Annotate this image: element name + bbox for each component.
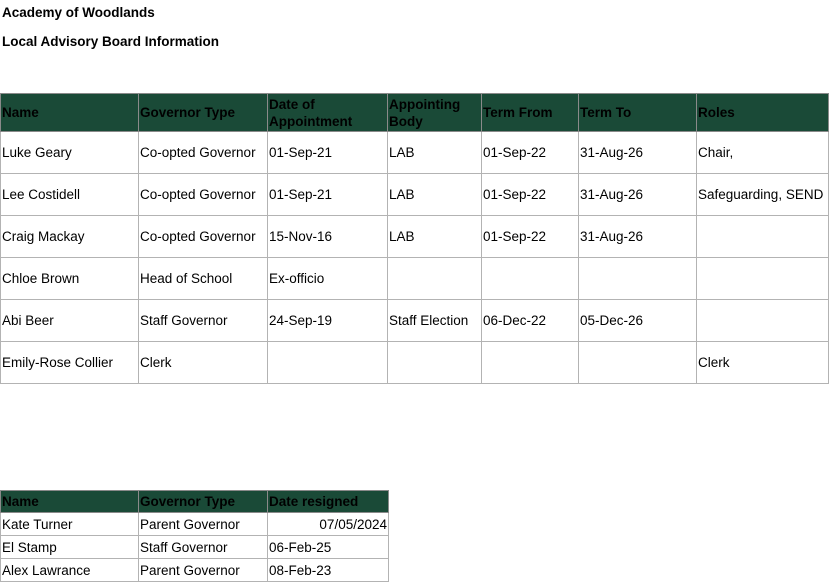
cell-name[interactable]: Emily-Rose Collier [1, 342, 139, 384]
cell-appointing-body[interactable]: Staff Election [388, 300, 482, 342]
table-row [1, 513, 389, 536]
cell-governor-type[interactable]: Co-opted Governor [139, 174, 268, 216]
cell-governor-type[interactable]: Parent Governor [139, 559, 268, 582]
cell-roles[interactable]: Clerk [697, 342, 829, 384]
cell-appointing-body[interactable]: LAB [388, 174, 482, 216]
table-row [1, 559, 389, 582]
table-row [1, 174, 829, 216]
cell-date-of-appointment[interactable]: 01-Sep-21 [268, 174, 388, 216]
cell-name[interactable]: Lee Costidell [1, 174, 139, 216]
column-header-roles[interactable]: Roles [697, 94, 829, 132]
cell-governor-type[interactable]: Clerk [139, 342, 268, 384]
column-header-name[interactable]: Name [1, 491, 139, 513]
table-row [1, 216, 829, 258]
column-header-date-of-appointment[interactable]: Date of Appointment [268, 94, 388, 132]
cell-term-from[interactable] [482, 258, 579, 300]
cell-term-from[interactable]: 01-Sep-22 [482, 174, 579, 216]
cell-date-resigned[interactable]: 06-Feb-25 [268, 536, 389, 559]
cell-term-to[interactable]: 31-Aug-26 [579, 216, 697, 258]
table-row [1, 536, 389, 559]
cell-roles[interactable] [697, 258, 829, 300]
cell-term-from[interactable]: 06-Dec-22 [482, 300, 579, 342]
column-header-term-from[interactable]: Term From [482, 94, 579, 132]
table-header-row [1, 491, 389, 513]
cell-roles[interactable] [697, 300, 829, 342]
cell-name[interactable]: El Stamp [1, 536, 139, 559]
cell-term-to[interactable] [579, 342, 697, 384]
cell-appointing-body[interactable]: LAB [388, 132, 482, 174]
school-title: Academy of Woodlands [2, 5, 155, 20]
resigned-governors-table [0, 490, 389, 582]
cell-governor-type[interactable]: Staff Governor [139, 300, 268, 342]
cell-date-of-appointment[interactable]: 24-Sep-19 [268, 300, 388, 342]
cell-governor-type[interactable]: Parent Governor [139, 513, 268, 536]
board-subtitle: Local Advisory Board Information [2, 34, 220, 49]
cell-date-of-appointment[interactable]: 01-Sep-21 [268, 132, 388, 174]
cell-roles[interactable]: Chair, [697, 132, 829, 174]
cell-date-resigned[interactable]: 07/05/2024 [268, 513, 389, 536]
column-header-appointing-body[interactable]: Appointing Body [388, 94, 482, 132]
cell-date-resigned[interactable]: 08-Feb-23 [268, 559, 389, 582]
column-header-term-to[interactable]: Term To [579, 94, 697, 132]
cell-term-from[interactable]: 01-Sep-22 [482, 132, 579, 174]
table-header-row [1, 94, 829, 132]
column-header-name[interactable]: Name [1, 94, 139, 132]
cell-governor-type[interactable]: Co-opted Governor [139, 216, 268, 258]
column-header-date-resigned[interactable]: Date resigned [268, 491, 389, 513]
cell-name[interactable]: Chloe Brown [1, 258, 139, 300]
cell-roles[interactable]: Safeguarding, SEND [697, 174, 829, 216]
column-header-governor-type[interactable]: Governor Type [139, 491, 268, 513]
cell-term-to[interactable]: 05-Dec-26 [579, 300, 697, 342]
cell-governor-type[interactable]: Co-opted Governor [139, 132, 268, 174]
cell-term-to[interactable]: 31-Aug-26 [579, 174, 697, 216]
cell-appointing-body[interactable] [388, 258, 482, 300]
cell-name[interactable]: Abi Beer [1, 300, 139, 342]
cell-governor-type[interactable]: Staff Governor [139, 536, 268, 559]
cell-appointing-body[interactable]: LAB [388, 216, 482, 258]
cell-appointing-body[interactable] [388, 342, 482, 384]
cell-date-of-appointment[interactable] [268, 342, 388, 384]
column-header-governor-type[interactable]: Governor Type [139, 94, 268, 132]
table-row [1, 342, 829, 384]
cell-roles[interactable] [697, 216, 829, 258]
cell-name[interactable]: Alex Lawrance [1, 559, 139, 582]
cell-term-to[interactable]: 31-Aug-26 [579, 132, 697, 174]
cell-governor-type[interactable]: Head of School [139, 258, 268, 300]
cell-name[interactable]: Craig Mackay [1, 216, 139, 258]
cell-date-of-appointment[interactable]: Ex-officio [268, 258, 388, 300]
cell-name[interactable]: Luke Geary [1, 132, 139, 174]
table-row [1, 300, 829, 342]
cell-term-to[interactable] [579, 258, 697, 300]
table-row [1, 132, 829, 174]
cell-term-from[interactable] [482, 342, 579, 384]
cell-name[interactable]: Kate Turner [1, 513, 139, 536]
table-row [1, 258, 829, 300]
governors-table [0, 93, 829, 384]
cell-term-from[interactable]: 01-Sep-22 [482, 216, 579, 258]
cell-date-of-appointment[interactable]: 15-Nov-16 [268, 216, 388, 258]
